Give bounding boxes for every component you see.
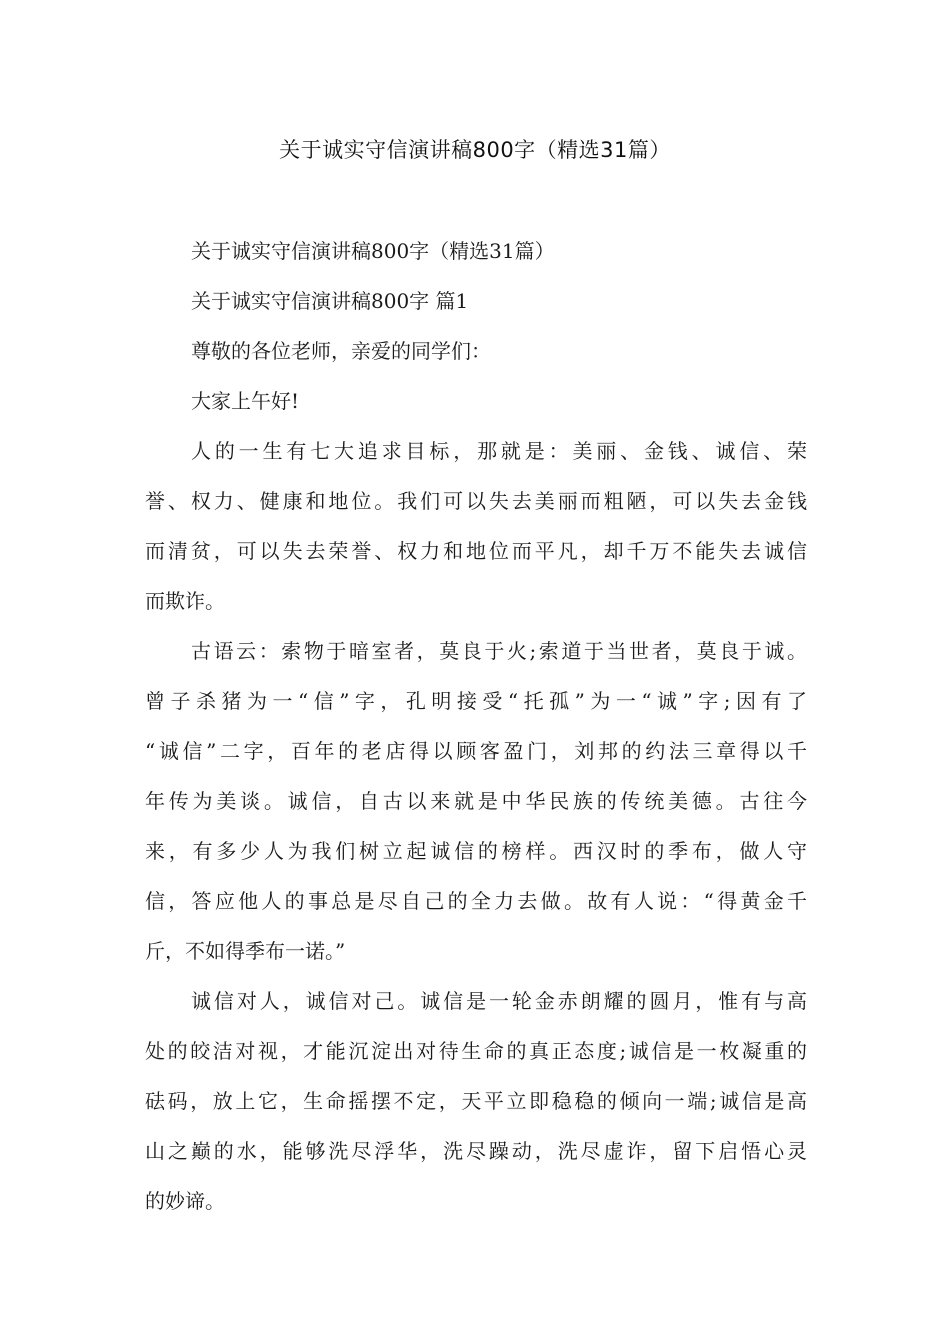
intro-block: [145, 226, 807, 426]
paragraph-line: 来，有多少人为我们树立起诚信的榜样。西汉时的季布，做人守: [145, 839, 807, 863]
paragraph-line: 处的皎洁对视，才能沉淀出对待生命的真正态度;诚信是一枚凝重的: [145, 1039, 807, 1063]
paragraph-line: 人的一生有七大追求目标，那就是：美丽、金钱、诚信、荣: [191, 439, 807, 463]
greeting-line: 大家上午好!: [191, 389, 300, 413]
subtitle-line: 关于诚实守信演讲稿800字（精选31篇）: [191, 239, 555, 263]
paragraph-line: 砝码，放上它，生命摇摆不定，天平立即稳稳的倾向一端;诚信是高: [145, 1089, 807, 1113]
paragraph-line: 的妙谛。: [145, 1189, 225, 1213]
paragraph-3: [145, 976, 807, 1226]
paragraph-line: 而欺诈。: [145, 589, 225, 613]
paragraph-2: [145, 626, 807, 976]
paragraph-line: 诚信对人，诚信对己。诚信是一轮金赤朗耀的圆月，惟有与高: [191, 989, 807, 1013]
paragraph-line: 山之巅的水，能够洗尽浮华，洗尽躁动，洗尽虚诈，留下启悟心灵: [145, 1139, 807, 1163]
paragraph-line: “诚信”二字，百年的老店得以顾客盈门，刘邦的约法三章得以千: [145, 739, 807, 763]
paragraph-1: [145, 426, 807, 626]
paragraph-line: 斤，不如得季布一诺。”: [145, 939, 346, 963]
paragraph-line: 誉、权力、健康和地位。我们可以失去美丽而粗陋，可以失去金钱: [145, 489, 807, 513]
paragraph-line: 年传为美谈。诚信，自古以来就是中华民族的传统美德。古往今: [145, 789, 807, 813]
paragraph-line: 曾子杀猪为一“信”字，孔明接受“托孤”为一“诚”字;因有了: [145, 689, 807, 713]
paragraph-line: 信，答应他人的事总是尽自己的全力去做。故有人说：“得黄金千: [145, 889, 807, 913]
section-heading: 关于诚实守信演讲稿800字 篇1: [191, 289, 469, 313]
salutation-line: 尊敬的各位老师，亲爱的同学们：: [191, 339, 491, 363]
paragraph-line: 古语云：索物于暗室者，莫良于火;索道于当世者，莫良于诚。: [191, 639, 807, 663]
paragraph-line: 而清贫，可以失去荣誉、权力和地位而平凡，却千万不能失去诚信: [145, 539, 807, 563]
document-title: 关于诚实守信演讲稿800字（精选31篇）: [279, 138, 671, 162]
